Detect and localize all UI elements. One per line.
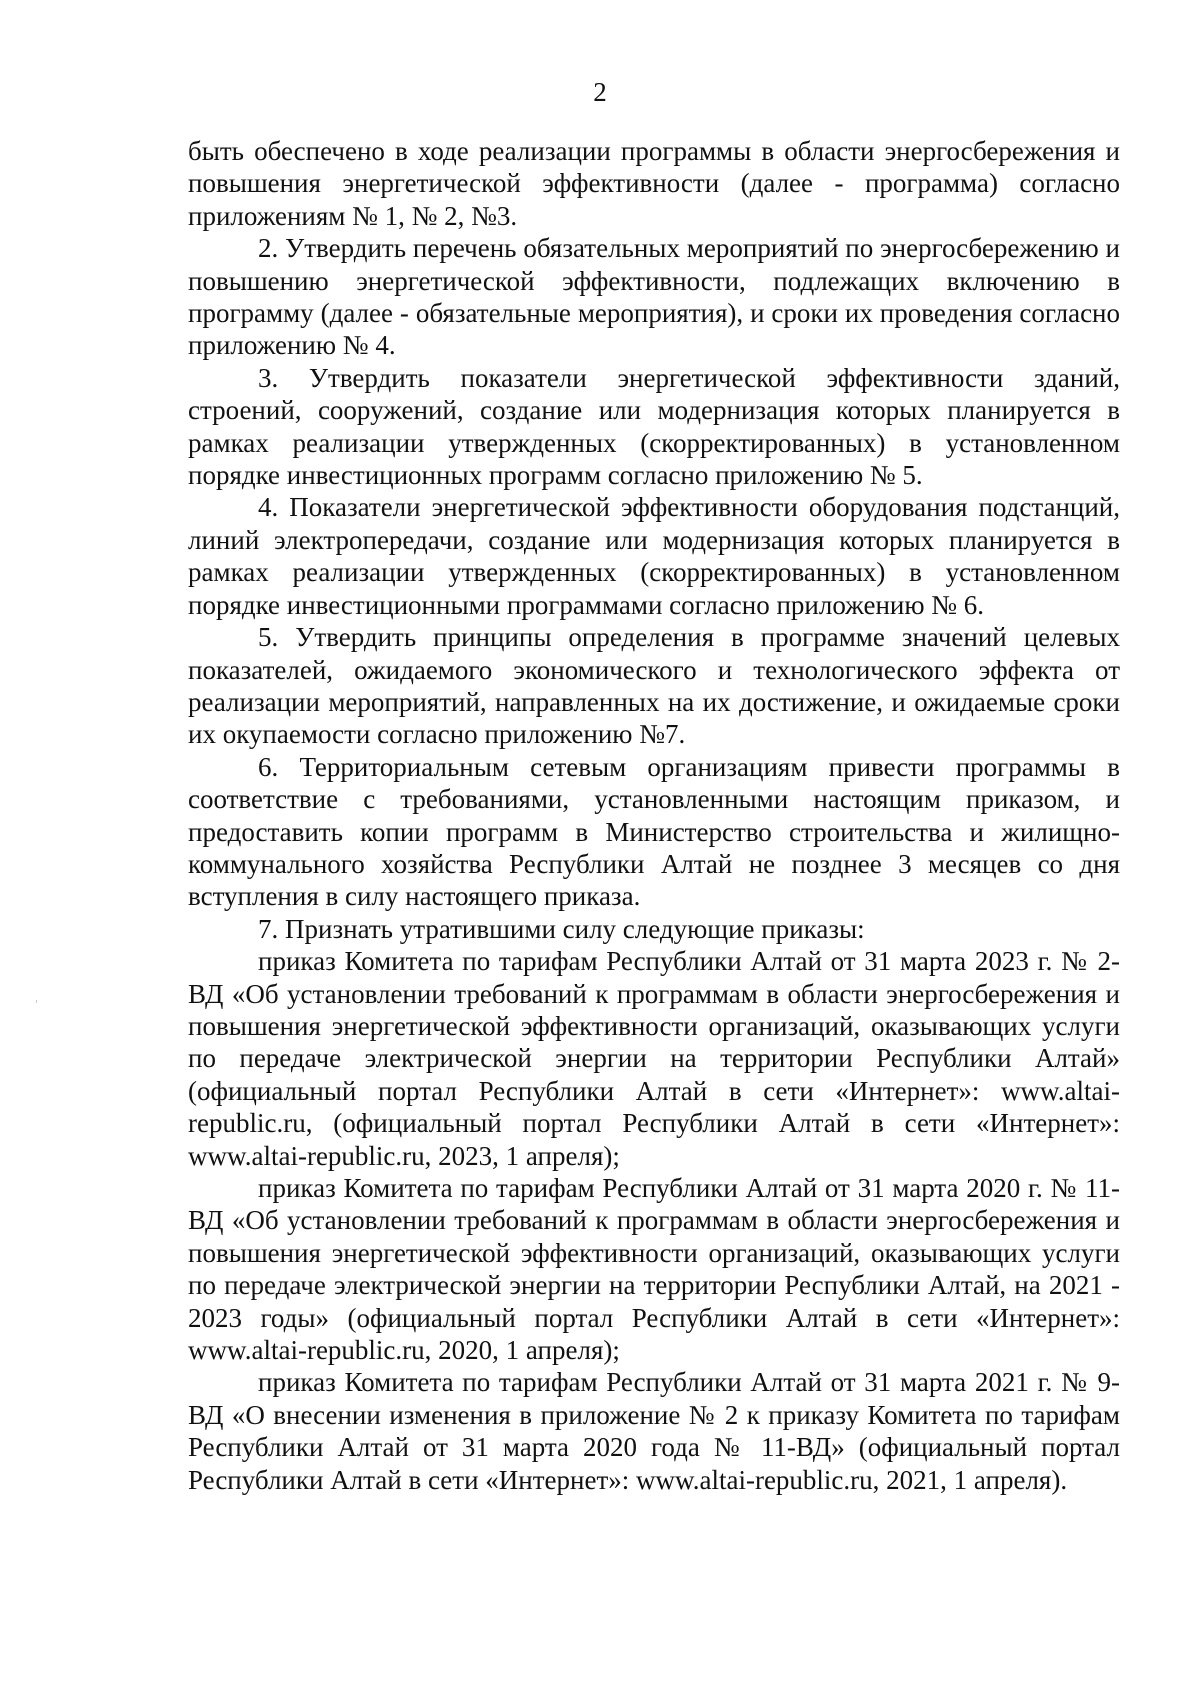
page-number: 2 <box>593 77 607 107</box>
paragraph-item-5: 5. Утвердить принципы определения в программе значений целевых показателей, ожидаемого экономического и технологического эффекта от реализации мероприятий, направленных на их достижение, и ожидаемые сроки их окупаемости согласно приложению №7. <box>188 622 1120 750</box>
paragraph-item-7: 7. Признать утратившими силу следующие приказы: <box>258 913 865 944</box>
repealed-order-2020: приказ Комитета по тарифам Республики Алтай от 31 марта 2020 г. № 11-ВД «Об установлении требований к программам в области энергосбережения и повышения энергетической эффективности организаций, оказывающих услуги по передаче электрической энергии на территории Республики Алтай, на 2021 - 2023 годы» (официальный портал Республики Алтай в сети «Интернет»: www.altai-republic.ru, 2020, 1 апреля); <box>188 1173 1120 1366</box>
paragraph-item-2: 2. Утвердить перечень обязательных мероприятий по энергосбережению и повышению энергетической эффективности, подлежащих включению в программу (далее - обязательные мероприятия), и сроки их проведения согласно приложению № 4. <box>188 233 1120 361</box>
document-body <box>188 135 1120 1496</box>
paragraph-item-3: 3. Утвердить показатели энергетической эффективности зданий, строений, сооружений, создание или модернизация которых планируется в рамках реализации утвержденных (скорректированных) в установленном порядке инвестиционных программ согласно приложению № 5. <box>188 362 1120 491</box>
repealed-order-2023: приказ Комитета по тарифам Республики Алтай от 31 марта 2023 г. № 2-ВД «Об установлении требований к программам в области энергосбережения и повышения энергетической эффективности организаций, оказывающих услуги по передаче электрической энергии на территории Республики Алтай» (официальный портал Республики Алтай в сети «Интернет»: www.altai-republic.ru, (официальный портал Республики Алтай в сети «Интернет»: www.altai-republic.ru, 2023, 1 апреля); <box>188 946 1120 1171</box>
paragraph-item-4: 4. Показатели энергетической эффективности оборудования подстанций, линий электропередачи, создание или модернизация которых планируется в рамках реализации утвержденных (скорректированных) в установленном порядке инвестиционными программами согласно приложению № 6. <box>188 492 1120 620</box>
paragraph-item-6: 6. Территориальным сетевым организациям привести программы в соответствие с требованиями, установленными настоящим приказом, и предоставить копии программ в Министерство строительства и жилищно-коммунального хозяйства Республики Алтай не позднее 3 месяцев со дня вступления в силу настоящего приказа. <box>188 751 1120 912</box>
paragraph-continuation: быть обеспечено в ходе реализации программы в области энергосбережения и повышения энергетической эффективности (далее - программа) согласно приложениям № 1, № 2, №3. <box>188 136 1120 231</box>
scan-artifact <box>36 1000 37 1003</box>
repealed-order-2021: приказ Комитета по тарифам Республики Алтай от 31 марта 2021 г. № 9-ВД «О внесении изменения в приложение № 2 к приказу Комитета по тарифам Республики Алтай от 31 марта 2020 года № 11-ВД» (официальный портал Республики Алтай в сети «Интернет»: www.altai-republic.ru, 2021, 1 апреля). <box>188 1367 1120 1495</box>
